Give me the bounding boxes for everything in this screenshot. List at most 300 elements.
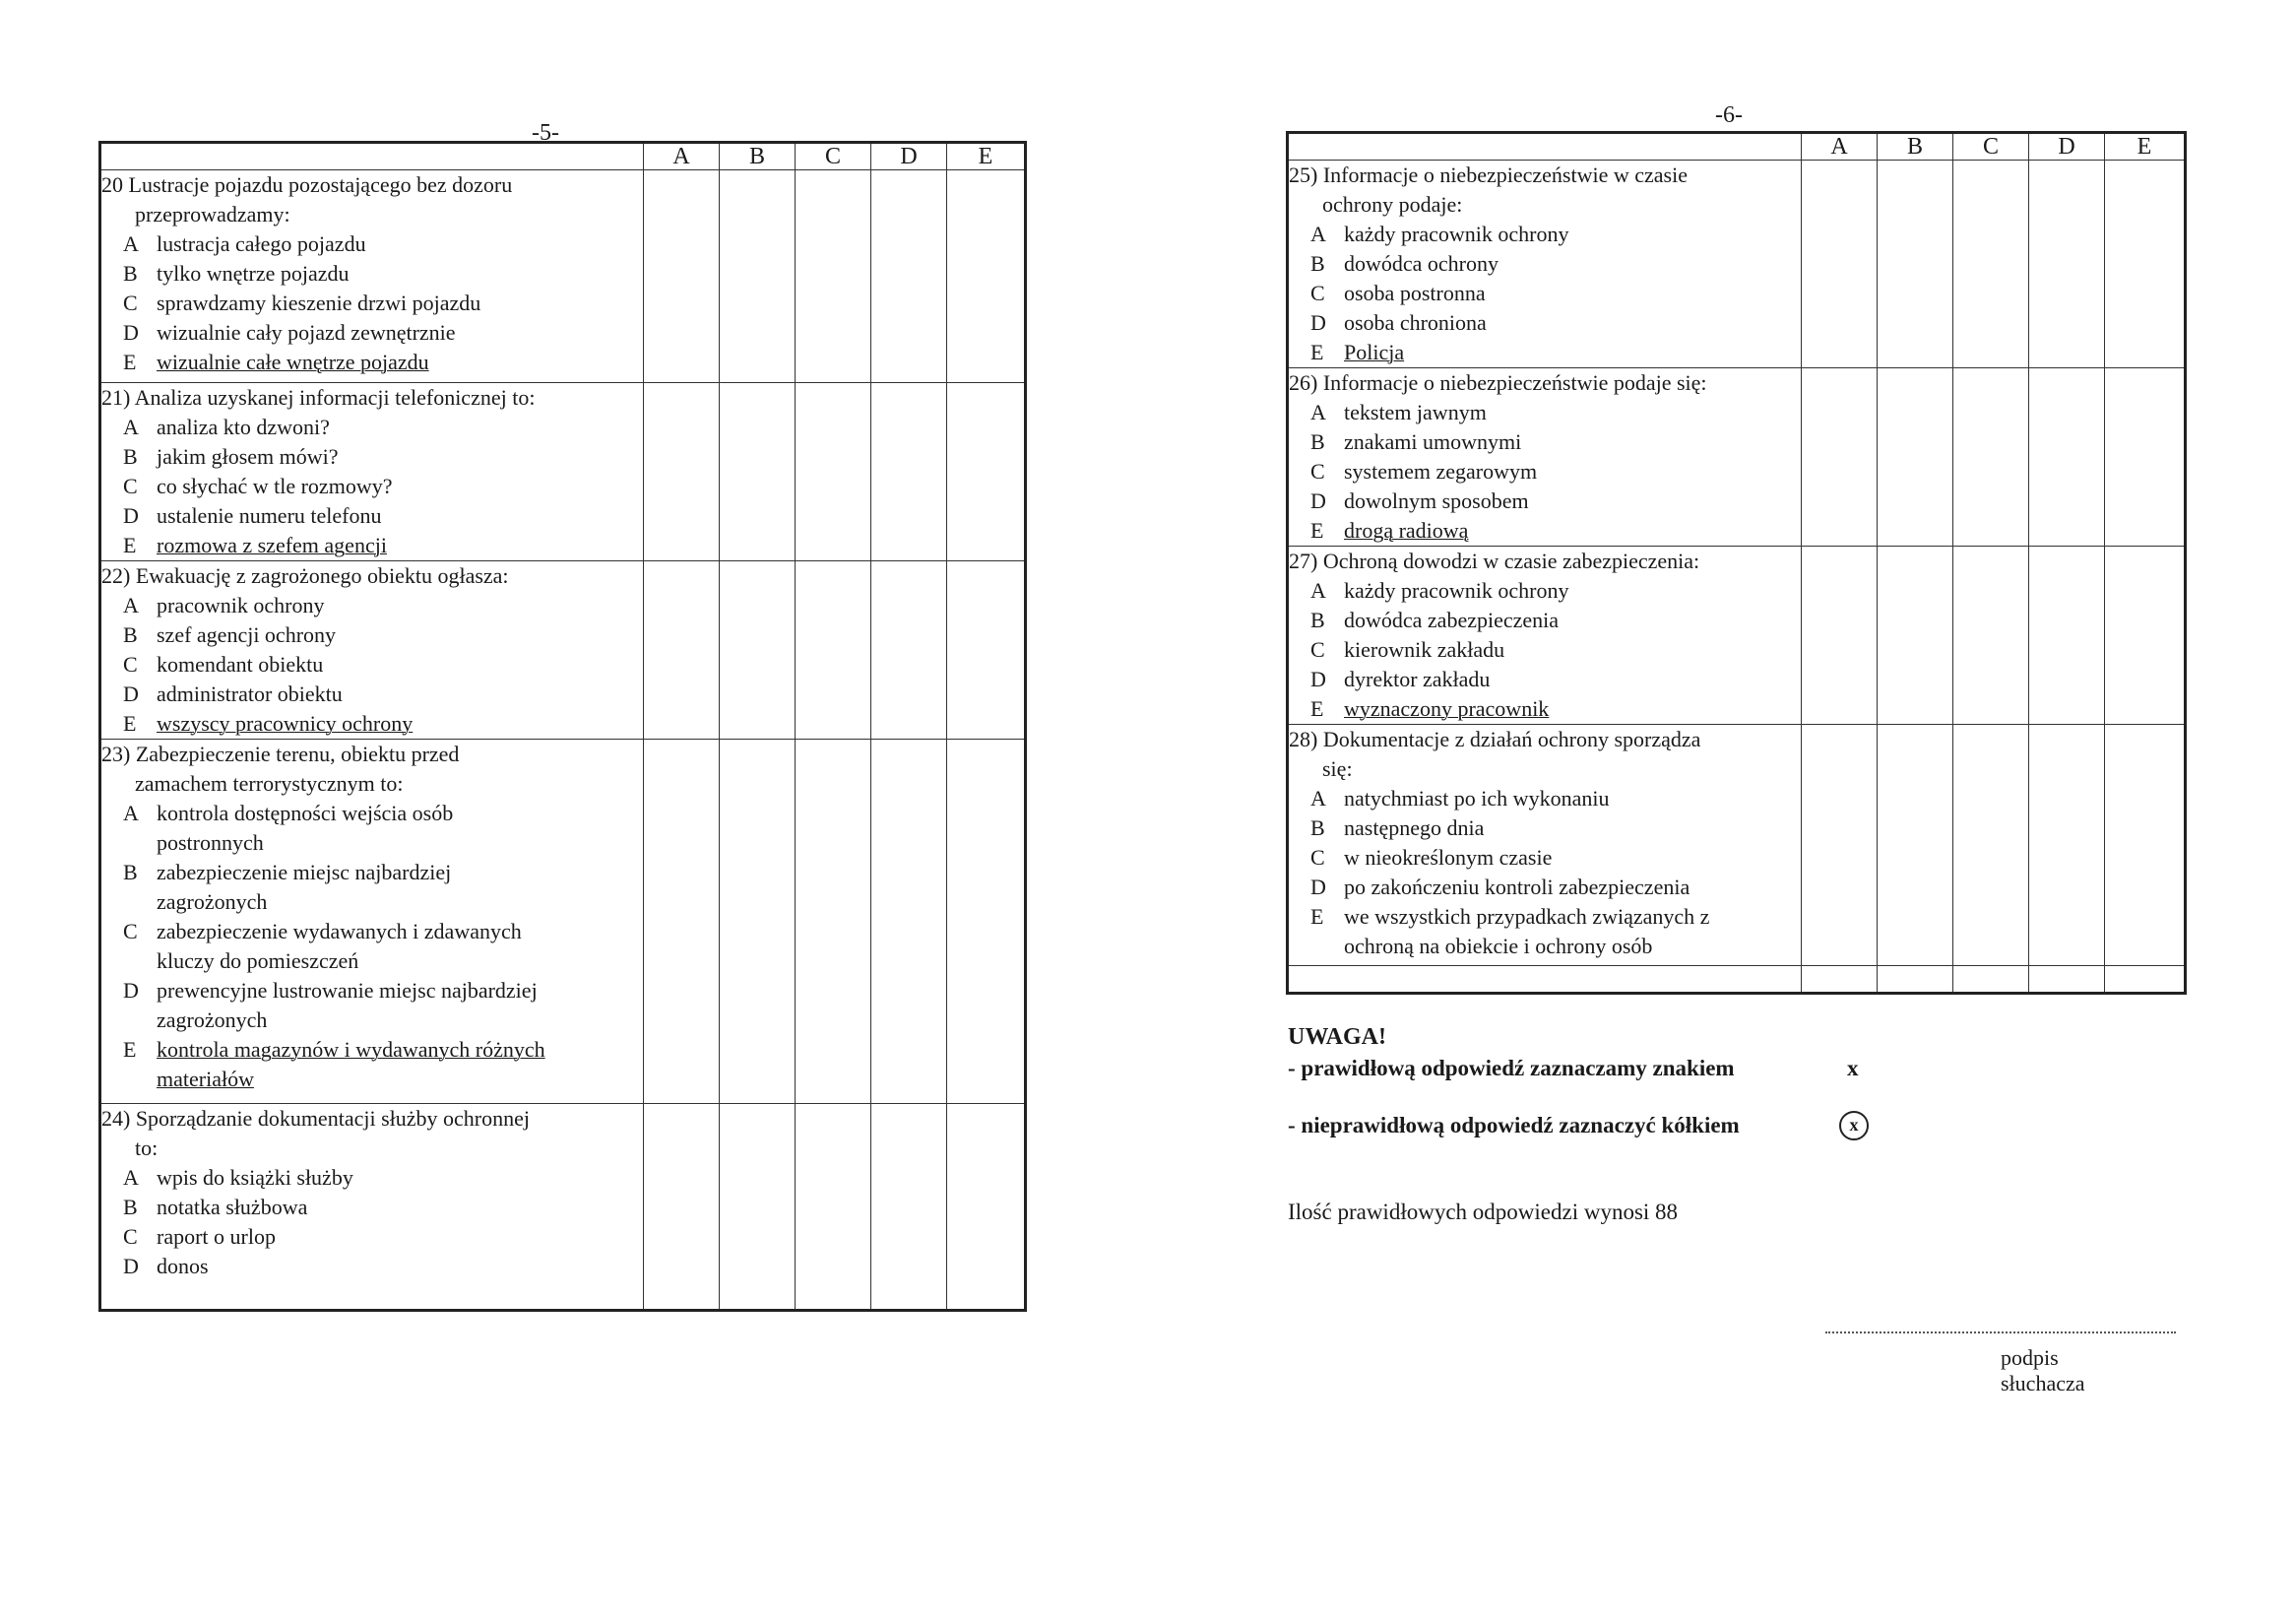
answer-option — [101, 1222, 643, 1252]
question-cell — [1288, 368, 1802, 547]
rule-correct-text: - prawidłową odpowiedź zaznaczamy znakiem — [1288, 1056, 1735, 1080]
option-letter: E — [123, 350, 137, 374]
option-letter: A — [123, 1165, 139, 1190]
option-letter: A — [123, 593, 139, 617]
answer-box-a[interactable] — [1802, 368, 1878, 547]
question-title — [1289, 725, 1801, 784]
empty-cell — [2029, 966, 2105, 994]
answer-option — [101, 229, 643, 259]
option-letter: B — [123, 261, 138, 286]
option-letter: B — [1310, 815, 1325, 840]
option-text-wrap — [157, 1035, 643, 1094]
question-cell — [1288, 547, 1802, 725]
option-text: systemem zegarowym — [1344, 459, 1538, 484]
answer-box-b[interactable] — [1878, 547, 1953, 725]
question-cell — [100, 740, 644, 1104]
answer-box-d[interactable] — [2029, 368, 2105, 547]
answer-box-b[interactable] — [1878, 725, 1953, 966]
answer-box-b[interactable] — [1878, 368, 1953, 547]
option-letter: E — [123, 1037, 137, 1062]
option-letter: C — [123, 291, 138, 315]
left-header-col-a: A — [644, 143, 720, 170]
question-title — [101, 561, 643, 591]
option-letter: D — [1310, 875, 1326, 899]
option-text-continuation: kluczy do pomieszczeń — [157, 948, 359, 973]
answer-box-c[interactable] — [1953, 547, 2029, 725]
option-text-wrap — [157, 472, 643, 501]
left-page-number: -5- — [532, 120, 559, 146]
answer-box-d[interactable] — [871, 170, 947, 383]
option-text-continuation: zagrożonych — [157, 1007, 268, 1032]
option-text: prewencyjne lustrowanie miejsc najbardziej — [157, 978, 538, 1003]
answer-option — [101, 1252, 643, 1281]
answer-option — [101, 289, 643, 318]
left-answer-table — [98, 141, 1027, 1312]
option-text-wrap — [157, 1252, 643, 1281]
option-letter: C — [1310, 281, 1325, 305]
answer-box-e[interactable] — [947, 1104, 1026, 1311]
option-text-wrap — [157, 1222, 643, 1252]
answer-option — [101, 591, 643, 620]
option-text-wrap — [157, 976, 643, 1035]
answer-box-a[interactable] — [644, 561, 720, 740]
answer-box-e[interactable] — [2105, 547, 2186, 725]
option-text-wrap — [1344, 427, 1801, 457]
question-row — [1288, 161, 2186, 368]
answer-box-e[interactable] — [2105, 368, 2186, 547]
answer-option — [101, 1163, 643, 1193]
answer-box-e[interactable] — [947, 740, 1026, 1104]
empty-cell — [1802, 966, 1878, 994]
option-text: kontrola dostępności wejścia osób — [157, 801, 454, 825]
option-letter: D — [123, 978, 139, 1003]
option-text: co słychać w tle rozmowy? — [157, 474, 393, 498]
option-text-continuation: ochroną na obiekcie i ochrony osób — [1344, 934, 1653, 958]
left-header-col-e: E — [947, 143, 1026, 170]
option-letter: A — [1310, 786, 1326, 811]
option-text-wrap — [157, 799, 643, 858]
option-letter: D — [123, 1254, 139, 1278]
right-header-col-e: E — [2105, 133, 2186, 161]
option-text: szef agencji ochrony — [157, 622, 337, 647]
option-text: sprawdzamy kieszenie drzwi pojazdu — [157, 291, 481, 315]
option-letter: E — [1310, 904, 1324, 929]
option-text: osoba chroniona — [1344, 310, 1487, 335]
question-title-continuation: zamachem terrorystycznym to: — [135, 771, 404, 796]
option-text-wrap — [1344, 694, 1801, 724]
question-row — [100, 561, 1026, 740]
option-text-wrap — [1344, 308, 1801, 338]
option-text-wrap — [1344, 606, 1801, 635]
option-text: rozmowa z szefem agencji — [157, 533, 387, 557]
answer-box-a[interactable] — [644, 1104, 720, 1311]
answer-box-b[interactable] — [720, 383, 796, 561]
rule-incorrect-text: - nieprawidłową odpowiedź zaznaczyć kółkiem — [1288, 1113, 1740, 1137]
option-text-wrap — [157, 229, 643, 259]
option-text: donos — [157, 1254, 209, 1278]
question-title-text: 24) Sporządzanie dokumentacji służby ochronnej — [101, 1106, 530, 1131]
option-text-wrap — [157, 259, 643, 289]
option-text: dowódca ochrony — [1344, 251, 1499, 276]
question-cell — [1288, 725, 1802, 966]
option-text-wrap — [157, 858, 643, 917]
left-header-question — [100, 143, 644, 170]
right-header-col-d: D — [2029, 133, 2105, 161]
answer-option — [1289, 308, 1801, 338]
answer-option — [101, 917, 643, 976]
answer-option — [101, 501, 643, 531]
option-text: ustalenie numeru telefonu — [157, 503, 382, 528]
answer-option — [1289, 813, 1801, 843]
answer-option — [101, 472, 643, 501]
question-row — [100, 170, 1026, 383]
answer-box-b[interactable] — [720, 740, 796, 1104]
answer-option — [1289, 220, 1801, 249]
option-text-wrap — [1344, 843, 1801, 873]
question-cell — [100, 383, 644, 561]
question-title — [101, 170, 643, 229]
option-text: zabezpieczenie wydawanych i zdawanych — [157, 919, 522, 943]
answer-box-a[interactable] — [644, 383, 720, 561]
answer-box-e[interactable] — [2105, 725, 2186, 966]
option-text-continuation: postronnych — [157, 830, 264, 855]
answer-box-c[interactable] — [796, 561, 871, 740]
option-text: natychmiast po ich wykonaniu — [1344, 786, 1610, 811]
answer-option — [1289, 576, 1801, 606]
answer-option — [101, 259, 643, 289]
option-text-wrap — [1344, 398, 1801, 427]
answer-box-d[interactable] — [2029, 547, 2105, 725]
option-text: każdy pracownik ochrony — [1344, 222, 1569, 246]
question-title — [1289, 368, 1801, 398]
answer-box-d[interactable] — [871, 561, 947, 740]
answer-option — [1289, 457, 1801, 487]
empty-cell — [2105, 966, 2186, 994]
right-page-number: -6- — [1715, 102, 1743, 128]
option-text: wyznaczony pracownik — [1344, 696, 1550, 721]
option-text-wrap — [157, 348, 643, 377]
answer-option — [1289, 487, 1801, 516]
option-text: tylko wnętrze pojazdu — [157, 261, 350, 286]
option-letter: E — [1310, 518, 1324, 543]
question-row — [1288, 368, 2186, 547]
option-letter: D — [123, 320, 139, 345]
answer-box-a[interactable] — [1802, 725, 1878, 966]
option-text-wrap — [1344, 516, 1801, 546]
option-text: komendant obiektu — [157, 652, 324, 677]
option-text-wrap — [157, 650, 643, 680]
option-letter: C — [123, 652, 138, 677]
option-letter: E — [123, 711, 137, 736]
option-text-wrap — [1344, 576, 1801, 606]
question-cell — [100, 1104, 644, 1311]
option-text-wrap — [157, 680, 643, 709]
option-text-wrap — [1344, 249, 1801, 279]
option-text-continuation: materiałów — [157, 1067, 254, 1091]
question-cell — [1288, 161, 1802, 368]
answer-option — [101, 709, 643, 739]
answer-box-d[interactable] — [871, 383, 947, 561]
answer-box-a[interactable] — [1802, 161, 1878, 368]
right-header-col-a: A — [1802, 133, 1878, 161]
right-header-col-b: B — [1878, 133, 1953, 161]
option-text: pracownik ochrony — [157, 593, 325, 617]
answer-option — [101, 442, 643, 472]
question-title-text: 22) Ewakuację z zagrożonego obiektu ogłasza: — [101, 563, 509, 588]
option-letter: A — [1310, 578, 1326, 603]
option-text: wizualnie cały pojazd zewnętrznie — [157, 320, 456, 345]
answer-box-e[interactable] — [947, 561, 1026, 740]
right-header-col-c: C — [1953, 133, 2029, 161]
answer-option — [1289, 873, 1801, 902]
question-row — [100, 383, 1026, 561]
option-text-wrap — [157, 917, 643, 976]
answer-option — [1289, 665, 1801, 694]
question-title-text: 20 Lustracje pojazdu pozostającego bez dozoru — [101, 172, 513, 197]
answer-box-d[interactable] — [2029, 161, 2105, 368]
option-letter: E — [1310, 340, 1324, 364]
answer-option — [101, 1035, 643, 1094]
answer-box-a[interactable] — [644, 740, 720, 1104]
option-text: analiza kto dzwoni? — [157, 415, 330, 439]
answer-option — [101, 1193, 643, 1222]
question-title — [1289, 547, 1801, 576]
answer-option — [1289, 843, 1801, 873]
option-letter: C — [123, 919, 138, 943]
option-letter: D — [123, 682, 139, 706]
option-text: wpis do książki służby — [157, 1165, 353, 1190]
option-text: tekstem jawnym — [1344, 400, 1487, 424]
answer-box-e[interactable] — [947, 383, 1026, 561]
answer-option — [101, 799, 643, 858]
answer-box-b[interactable] — [1878, 161, 1953, 368]
answer-option — [1289, 606, 1801, 635]
answer-box-c[interactable] — [796, 740, 871, 1104]
answer-option — [1289, 427, 1801, 457]
empty-cell — [1288, 966, 1802, 994]
answer-box-c[interactable] — [1953, 161, 2029, 368]
option-text: w nieokreślonym czasie — [1344, 845, 1553, 870]
signature-line — [1825, 1331, 2176, 1333]
question-title — [1289, 161, 1801, 220]
answer-option — [1289, 784, 1801, 813]
option-text-wrap — [1344, 813, 1801, 843]
answer-option — [101, 620, 643, 650]
answer-box-e[interactable] — [947, 170, 1026, 383]
option-letter: D — [1310, 310, 1326, 335]
option-text-wrap — [157, 501, 643, 531]
option-letter: C — [123, 1224, 138, 1249]
option-letter: A — [1310, 222, 1326, 246]
question-cell — [100, 170, 644, 383]
option-text-wrap — [157, 289, 643, 318]
answer-option — [1289, 516, 1801, 546]
option-text: administrator obiektu — [157, 682, 343, 706]
answer-box-c[interactable] — [1953, 368, 2029, 547]
answer-option — [1289, 635, 1801, 665]
option-text-wrap — [157, 413, 643, 442]
answer-box-d[interactable] — [2029, 725, 2105, 966]
question-title-text: 23) Zabezpieczenie terenu, obiektu przed — [101, 742, 460, 766]
option-letter: C — [1310, 637, 1325, 662]
question-title-continuation: przeprowadzamy: — [135, 202, 290, 227]
option-letter: C — [1310, 459, 1325, 484]
option-letter: E — [123, 533, 137, 557]
answer-option — [101, 680, 643, 709]
option-text: drogą radiową — [1344, 518, 1469, 543]
answer-box-c[interactable] — [796, 1104, 871, 1311]
right-header-row — [1288, 133, 2186, 161]
option-text-wrap — [1344, 784, 1801, 813]
answer-option — [1289, 249, 1801, 279]
correct-mark-example: x — [1847, 1056, 1859, 1080]
question-title — [101, 740, 643, 799]
empty-cell — [1953, 966, 2029, 994]
answer-option — [1289, 902, 1801, 961]
question-title-continuation: ochrony podaje: — [1322, 192, 1463, 217]
answer-option — [101, 413, 643, 442]
answer-option — [101, 650, 643, 680]
answer-box-d[interactable] — [871, 740, 947, 1104]
answer-box-c[interactable] — [1953, 725, 2029, 966]
option-text-wrap — [1344, 635, 1801, 665]
warning-title: UWAGA! — [1288, 1024, 1386, 1050]
option-text: wizualnie całe wnętrze pojazdu — [157, 350, 429, 374]
question-title-text: 27) Ochroną dowodzi w czasie zabezpieczenia: — [1289, 549, 1700, 573]
question-title — [101, 1104, 643, 1163]
answer-box-d[interactable] — [871, 1104, 947, 1311]
left-header-col-d: D — [871, 143, 947, 170]
option-text-wrap — [157, 442, 643, 472]
option-letter: D — [1310, 667, 1326, 691]
option-text-wrap — [157, 1163, 643, 1193]
option-text: kierownik zakładu — [1344, 637, 1505, 662]
answer-box-b[interactable] — [720, 170, 796, 383]
option-letter: A — [123, 231, 139, 256]
answer-option — [101, 858, 643, 917]
option-letter: B — [1310, 251, 1325, 276]
answer-option — [101, 976, 643, 1035]
right-answer-table — [1286, 131, 2187, 995]
option-letter: A — [123, 415, 139, 439]
answer-option — [101, 531, 643, 560]
option-text-wrap — [1344, 220, 1801, 249]
option-letter: B — [1310, 429, 1325, 454]
option-letter: A — [1310, 400, 1326, 424]
left-header-col-b: B — [720, 143, 796, 170]
option-text-wrap — [157, 620, 643, 650]
option-text-wrap — [1344, 665, 1801, 694]
empty-cell — [1878, 966, 1953, 994]
option-text: we wszystkich przypadkach związanych z — [1344, 904, 1710, 929]
option-text-wrap — [1344, 457, 1801, 487]
answer-box-e[interactable] — [2105, 161, 2186, 368]
question-title-continuation: to: — [135, 1136, 159, 1160]
option-text: jakim głosem mówi? — [157, 444, 339, 469]
option-letter: A — [123, 801, 139, 825]
question-title — [101, 383, 643, 413]
question-row — [100, 740, 1026, 1104]
signature-label: podpis słuchacza — [2001, 1345, 2085, 1396]
option-text: raport o urlop — [157, 1224, 276, 1249]
question-title-text: 21) Analiza uzyskanej informacji telefonicznej to: — [101, 385, 536, 410]
option-text: osoba postronna — [1344, 281, 1486, 305]
option-text: następnego dnia — [1344, 815, 1485, 840]
answer-option — [1289, 694, 1801, 724]
option-letter: D — [1310, 488, 1326, 513]
answer-box-a[interactable] — [644, 170, 720, 383]
option-text-wrap — [157, 318, 643, 348]
option-letter: B — [123, 1195, 138, 1219]
answer-option — [1289, 398, 1801, 427]
answer-box-c[interactable] — [796, 383, 871, 561]
right-header-question — [1288, 133, 1802, 161]
option-text-wrap — [157, 1193, 643, 1222]
option-text-wrap — [1344, 338, 1801, 367]
correct-answers-count: Ilość prawidłowych odpowiedzi wynosi 88 — [1288, 1200, 1679, 1224]
option-text: zabezpieczenie miejsc najbardziej — [157, 860, 452, 884]
answer-box-b[interactable] — [720, 561, 796, 740]
option-letter: C — [123, 474, 138, 498]
answer-box-a[interactable] — [1802, 547, 1878, 725]
question-row — [1288, 725, 2186, 966]
option-text: dowolnym sposobem — [1344, 488, 1529, 513]
left-header-col-c: C — [796, 143, 871, 170]
option-text: po zakończeniu kontroli zabezpieczenia — [1344, 875, 1690, 899]
answer-box-c[interactable] — [796, 170, 871, 383]
option-letter: B — [123, 444, 138, 469]
option-text-wrap — [1344, 279, 1801, 308]
answer-box-b[interactable] — [720, 1104, 796, 1311]
answer-option — [101, 318, 643, 348]
option-text-wrap — [1344, 902, 1801, 961]
empty-row — [1288, 966, 2186, 994]
option-letter: B — [1310, 608, 1325, 632]
option-text-wrap — [1344, 487, 1801, 516]
incorrect-mark-example: x — [1839, 1111, 1869, 1140]
left-header-row — [100, 143, 1026, 170]
question-row — [100, 1104, 1026, 1311]
option-text: znakami umownymi — [1344, 429, 1522, 454]
option-text-wrap — [157, 591, 643, 620]
option-text: wszyscy pracownicy ochrony — [157, 711, 414, 736]
question-title-text: 26) Informacje o niebezpieczeństwie podaje się: — [1289, 370, 1707, 395]
option-text: notatka służbowa — [157, 1195, 308, 1219]
option-text: każdy pracownik ochrony — [1344, 578, 1569, 603]
question-title-text: 28) Dokumentacje z działań ochrony sporządza — [1289, 727, 1701, 751]
option-letter: C — [1310, 845, 1325, 870]
option-letter: D — [123, 503, 139, 528]
option-text-continuation: zagrożonych — [157, 889, 268, 914]
option-text: dyrektor zakładu — [1344, 667, 1491, 691]
answer-option — [101, 348, 643, 377]
option-text: lustracja całego pojazdu — [157, 231, 366, 256]
question-title-text: 25) Informacje o niebezpieczeństwie w czasie — [1289, 162, 1688, 187]
option-text-wrap — [157, 531, 643, 560]
option-letter: B — [123, 622, 138, 647]
answer-option — [1289, 279, 1801, 308]
answer-option — [1289, 338, 1801, 367]
question-title-continuation: się: — [1322, 756, 1353, 781]
question-row — [1288, 547, 2186, 725]
option-letter: B — [123, 860, 138, 884]
question-cell — [100, 561, 644, 740]
option-letter: E — [1310, 696, 1324, 721]
option-text-wrap — [1344, 873, 1801, 902]
option-text: dowódca zabezpieczenia — [1344, 608, 1560, 632]
option-text: kontrola magazynów i wydawanych różnych — [157, 1037, 545, 1062]
option-text: Policja — [1344, 340, 1405, 364]
